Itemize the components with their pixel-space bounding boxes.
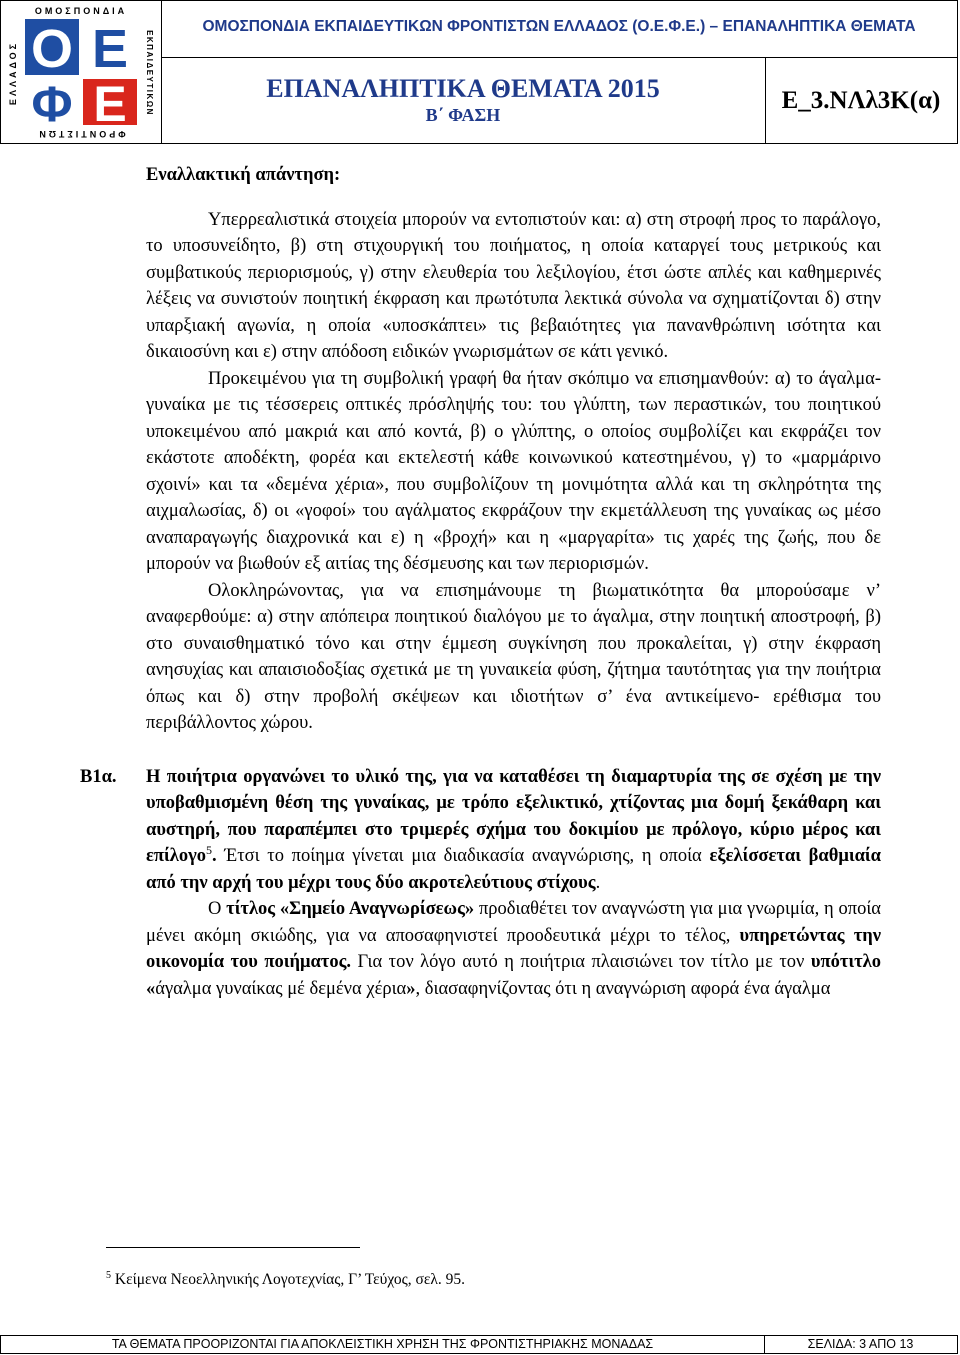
p5-part-c: προδιαθέτει τον αναγνώστη για μια γνωριμία, η οποία μένει ακόμη σκιώδης, για να αποσαφηνιστεί προοδευτικά μέχρι το τέλος, — [146, 899, 881, 946]
footnote-number: 5 — [106, 1270, 111, 1281]
paragraph-b1a-structure — [146, 764, 881, 897]
p5-subtitle-bold: υπότιτλο « — [146, 952, 881, 999]
footnote — [106, 1271, 465, 1289]
exam-phase: Β΄ ΦΑΣΗ — [425, 105, 501, 125]
b1a-bold-intro: Η ποιήτρια οργανώνει το υλικό της, για να καταθέσει τη διαμαρτυρία της σε σχέση με την υποβαθμισμένη θέση της γυναίκας, με τρόπο εξελικτικό, χτίζοντας μια δομή ξεκάθαρη και αυστηρή, που παραπέμπει στο τριμερές σχήμα του δοκιμίου με πρόλογο, κύριο μέρος και επίλογο — [146, 766, 881, 866]
p5-subtitle-text: άγαλμα γυναίκας μέ δεμένα χέρια — [155, 978, 407, 999]
paragraph-experiential: Ολοκληρώνοντας, για να επισημάνουμε τη βιωματικότητα θα μπορούσαμε ν’ αναφερθούμε: α) στην απόπειρα ποιητικού διαλόγου με το άγαλμα, στην ποιητική αποστροφή, β) στο συναισθηματικό τόνο και στην έμμεση συγκίνηση που προκαλείται, γ) στην έκφραση ανησυχίας και απαισιοδοξίας σχετικά με τη γυναικεία φύση, ζήτημα ταυτότητας για την ποιήτρια όπως και δ) στην προβολή σκέψεων και ιδιοτήτων σ’ ένα αντικείμενο- ερέθισμα του περιβάλλοντος χώρου. — [146, 580, 881, 733]
document-body — [80, 162, 881, 1002]
b1a-text-2: . — [595, 872, 601, 893]
exam-title-cell — [161, 57, 766, 143]
logo-ring-left-text: ΕΛΛΑΔΟΣ — [8, 40, 18, 106]
footnote-text: Κείμενα Νεοελληνικής Λογοτεχνίας, Γ’ Τεύχος, σελ. 95. — [111, 1271, 466, 1288]
logo-ring-top-text: ΟΜΟΣΠΟΝΔΙΑ — [34, 6, 128, 16]
exam-title: ΕΠΑΝΑΛΗΠΤΙΚΑ ΘΕΜΑΤΑ 2015 — [266, 74, 660, 103]
logo-letter-o: Ο — [30, 19, 74, 79]
oefe-logo-graphic — [5, 3, 157, 141]
logo-ring-right-text: ΕΚΠΑΙΔΕΥΤΙΚΩΝ — [145, 30, 154, 116]
page-footer — [0, 1335, 958, 1354]
exam-code: Ε_3.ΝΛλ3Κ(α) — [781, 87, 941, 114]
page-header — [0, 0, 958, 144]
b1a-bold-gradual: εξελίσσεται βαθμιαία από την αρχή του μέχρι τους δύο ακροτελεύτιους στίχους — [146, 846, 881, 893]
b1a-bold-intro-end: . — [212, 846, 217, 866]
section-gap — [146, 737, 881, 764]
logo-ring-bottom-text: ΦΡΟΝΤΙΣΤΩΝ — [36, 129, 126, 139]
logo-letter-e-top: Ε — [91, 19, 129, 79]
paragraph-symbolic-writing: Προκειμένου για τη συμβολική γραφή θα ήταν σκόπιμο να επισημανθούν: α) το άγαλμα- γυναίκα με τις τέσσερεις οπτικές πρόσληψής του: του γλύπτη, των περαστικών, του ποιητικού υποκειμένου από μακριά και από κοντά, β) ο γλύπτης, ο οποίος συμβολίζει και εκφράζει τον εκάστοτε αποδέκτη, φορέα και εκτελεστή κάθε κοινωνικού κατεστημένου, γ) το «μαρμάρινο σχοινί» και τα «δεμένα χέρια», που συμβολίζουν τη μονιμότητα αλλά και τη σκληρότητα της αιχμαλωσίας, δ) οι «γοφοί» του αγάλματος εκφράζουν την εκμετάλλευση της γυναίκας ως μέσο αναπαραγωγής διαχρονικά και ε) η «βροχή» και η «μαργαρίτα» τις χαρές της ζωής, που δε μπορούν να βιωθούν εξ αιτίας της δέσμευσης και των περιορισμών. — [146, 368, 881, 574]
p5-part-a: Ο — [208, 899, 227, 919]
p5-economy-bold: υπηρετώντας την οικονομία του ποιήματος. — [146, 925, 881, 972]
header-organization-row — [161, 1, 957, 58]
footnote-divider — [106, 1247, 360, 1248]
p5-subtitle-close: » — [406, 978, 416, 999]
question-b1a — [80, 764, 881, 1003]
oefe-logo — [1, 1, 162, 143]
p5-title-bold: τίτλος «Σημείο Αναγνωρίσεως» — [226, 899, 475, 919]
organization-title: ΟΜΟΣΠΟΝΔΙΑ ΕΚΠΑΙΔΕΥΤΙΚΩΝ ΦΡΟΝΤΙΣΤΩΝ ΕΛΛΑΔΟΣ (Ο.Ε.Φ.Ε.) – ΕΠΑΝΑΛΗΠΤΙΚΑ ΘΕΜΑΤΑ — [202, 18, 916, 35]
question-label: Β1α. — [80, 766, 117, 787]
footnote-ref: 5 — [206, 843, 213, 857]
footer-notice: ΤΑ ΘΕΜΑΤΑ ΠΡΟΟΡΙΖΟΝΤΑΙ ΓΙΑ ΑΠΟΚΛΕΙΣΤΙΚΗ ΧΡΗΣΗ ΤΗΣ ΦΡΟΝΤΙΣΤΗΡΙΑΚΗΣ ΜΟΝΑΔΑΣ — [1, 1336, 765, 1353]
b1a-text-1: Έτσι το ποίημα γίνεται μια διαδικασία αναγνώρισης, η οποία — [216, 846, 710, 866]
paragraph-title-analysis — [146, 896, 881, 1002]
page-number: ΣΕΛΙΔΑ: 3 ΑΠΟ 13 — [807, 1337, 914, 1351]
header-title-row — [161, 57, 957, 143]
p5-part-e: Για τον λόγο αυτό η ποιήτρια πλαισιώνει τον τίτλο με τον — [351, 952, 811, 972]
logo-letter-phi: Φ — [31, 76, 73, 132]
alternative-answer-heading: Εναλλακτική απάντηση: — [146, 165, 341, 185]
logo-letter-e-bottom: Ε — [93, 76, 127, 132]
paragraph-surrealist-elements: Υπερρεαλιστικά στοιχεία μπορούν να εντοπιστούν και: α) στη στροφή προς το παράλογο, το υποσυνείδητο, β) στη στιχουργική του ποιήματος, η οποία καταργεί τους μετρικούς και συμβατικούς περιορισμούς, γ) στην ελευθερία του λεξιλογίου, έτσι ώστε απλές και καθημερινές λέξεις να συνιστούν ποιητική έκφραση και πρωτότυπα λεκτικά σύνολα να σχηματίζονται δ) στην υπαρξιακή αγωνία, η οποία «υποσκάπτει» τις βεβαιότητες για πανανθρώπινη ισότητα και δικαιοσύνη και ε) στην απόδοση ειδικών γνωρισμάτων σε κάτι γενικό. — [146, 209, 881, 362]
p5-part-i: , διασαφηνίζοντας ότι η αναγνώριση αφορά ένα άγαλμα — [415, 978, 831, 999]
